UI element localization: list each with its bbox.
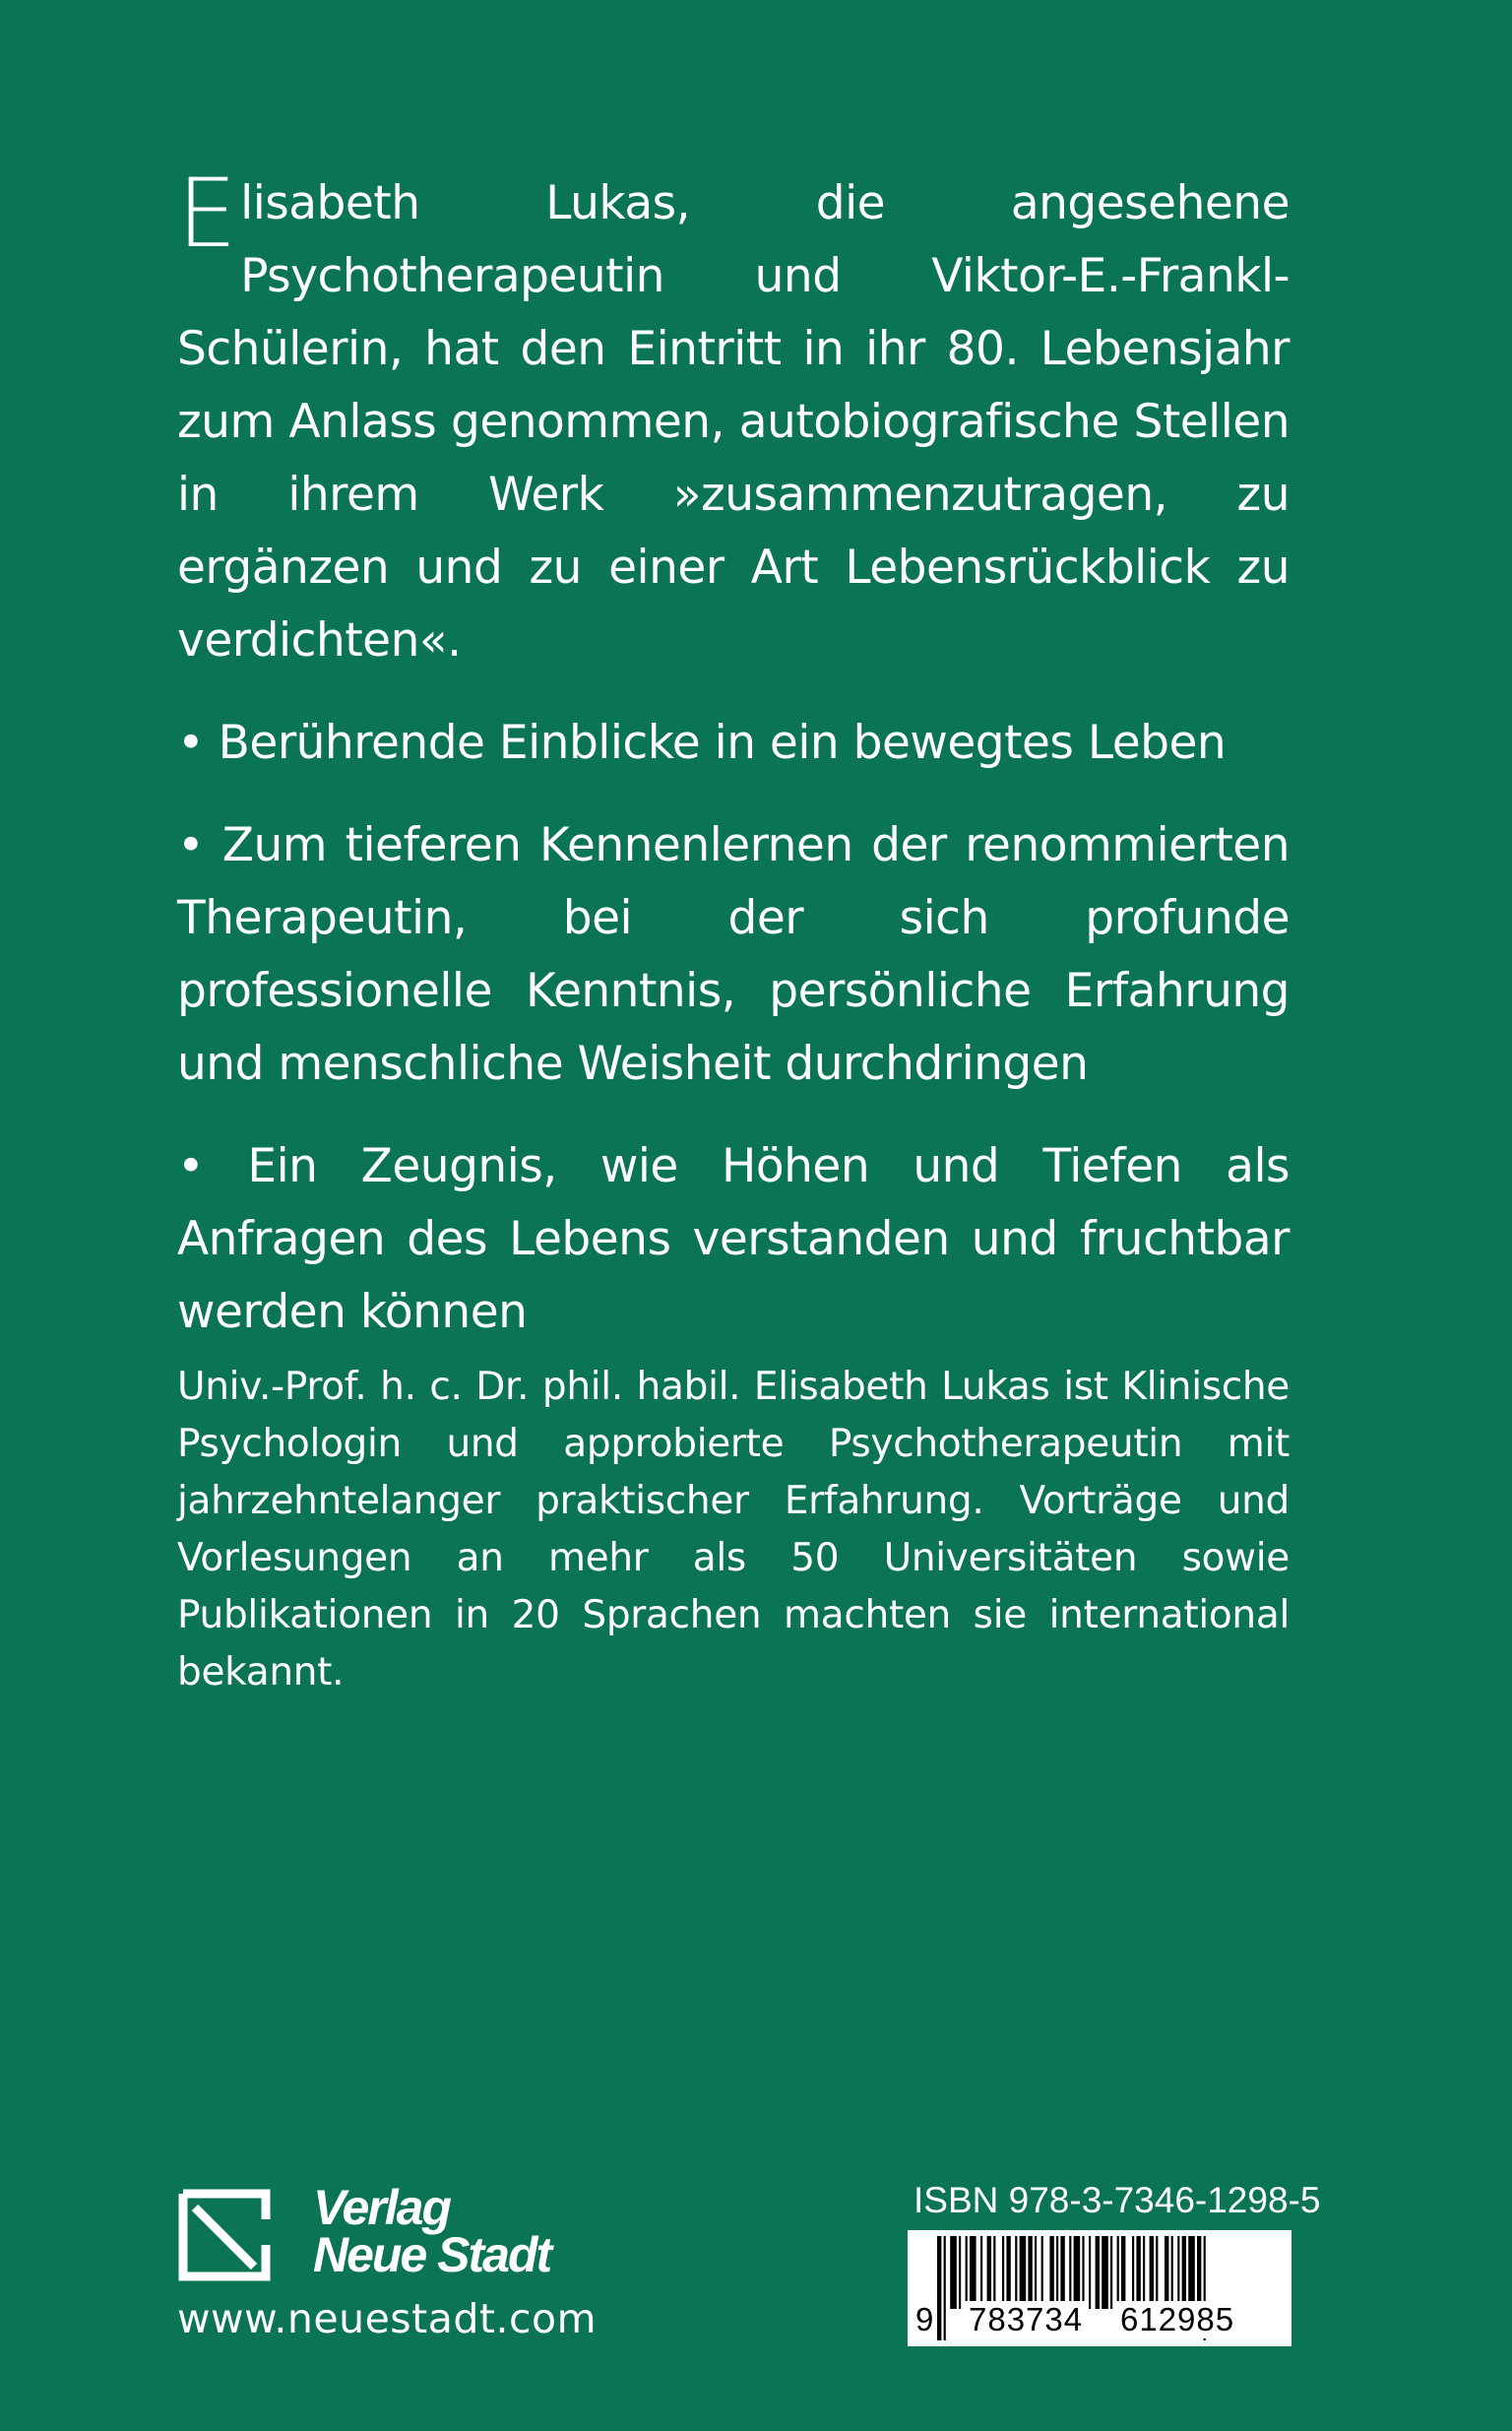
publisher-logo-wordmark xyxy=(313,2180,551,2282)
publisher-logo xyxy=(175,2180,608,2282)
author-bio-text: Univ.-Prof. h. c. Dr. phil. habil. Elisabeth Lukas ist Klinische Psychologin und approbierte Psychotherapeutin mit jahrzehntelanger praktischer Erfahrung. Vorträge und Vorlesungen an mehr als 50 Universitäten sowie Publikationen in 20 Sprachen machten sie international bekannt. xyxy=(177,1365,1290,1695)
publisher-website: www.neuestadt.com xyxy=(177,2295,598,2342)
bullet-point: • Berührende Einblicke in ein bewegtes Leben xyxy=(177,716,1227,770)
barcode-digits xyxy=(908,2230,1292,2346)
publisher-logo-icon xyxy=(175,2186,284,2284)
logo-line-verlag: Verlag xyxy=(313,2180,451,2235)
isbn-label: ISBN 978-3-7346-1298-5 xyxy=(914,2180,1321,2220)
barcode-group-1: 783734 xyxy=(965,2301,1087,2338)
intro-paragraph xyxy=(177,159,1290,677)
logo-line-neue-stadt: Neue Stadt xyxy=(313,2227,551,2282)
bullet-point: • Zum tieferen Kennenlernen der renommierten Therapeutin, bei der sich profunde professionelle Kenntnis, persönliche Erfahrung und menschliche Weisheit durchdringen xyxy=(177,818,1290,1091)
bullet-point: • Ein Zeugnis, wie Höhen und Tiefen als Anfragen des Lebens verstanden und fruchtbar werden können xyxy=(177,1139,1290,1339)
dropcap: E xyxy=(177,159,237,269)
barcode xyxy=(908,2230,1292,2346)
author-bio xyxy=(177,1359,1290,1701)
barcode-lead-digit: 9 xyxy=(915,2301,934,2337)
barcode-group-2: 612985 xyxy=(1116,2301,1238,2338)
intro-text: lisabeth Lukas, die angesehene Psychotherapeutin und Viktor-E.-Frankl-Schülerin, hat den Eintritt in ihr 80. Lebensjahr zum Anlass genommen, autobiografische Stellen in ihrem Werk »zusammenzutragen, zu ergänzen und zu einer Art Lebensrückblick zu verdichten«. xyxy=(177,176,1290,668)
blurb xyxy=(177,159,1290,1349)
